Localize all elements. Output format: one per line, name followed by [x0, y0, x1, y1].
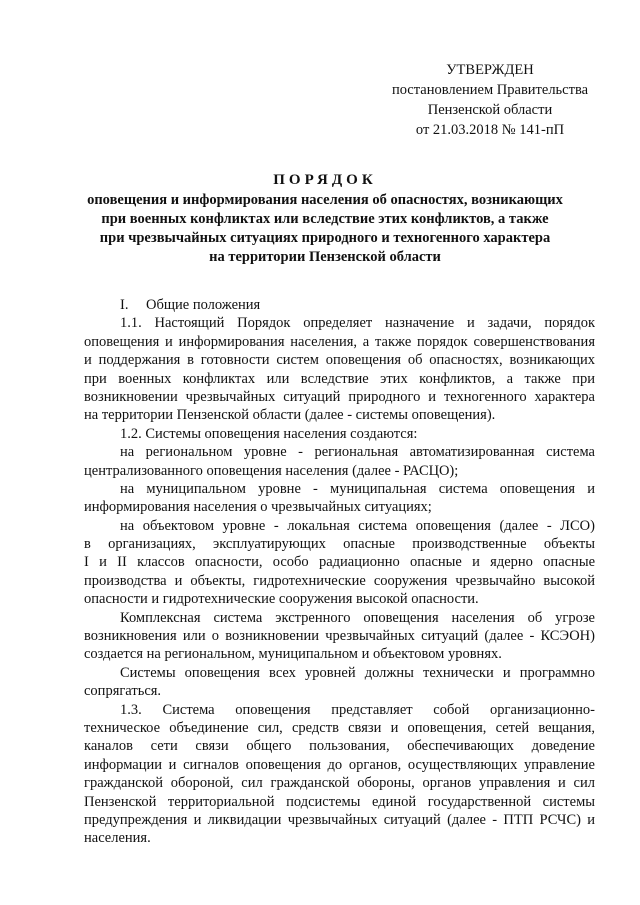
document-title-block	[60, 170, 590, 267]
text-line: производства и объекты, гидротехнические сооружения чрезвычайно высокой	[84, 572, 595, 589]
text-line: на объектовом уровне - локальная система оповещения (далее - ЛСО)	[120, 517, 595, 534]
text-line: возникновения или о возникновении чрезвычайных ситуаций (далее - КСЭОН)	[84, 628, 595, 645]
text-line: каналов сети связи общего пользования, обеспечивающих доведение	[84, 738, 595, 755]
text-line: 1.2. Системы оповещения населения создаются:	[120, 425, 418, 442]
section-heading	[84, 296, 595, 314]
section-title: Общие положения	[146, 297, 261, 313]
text-line: информации и сигналов оповещения до органов, осуществляющих управление	[84, 756, 595, 773]
text-line: на региональном уровне - региональная автоматизированная система	[120, 444, 595, 461]
text-line: информирования населения о чрезвычайных ситуациях;	[84, 499, 432, 516]
text-line: на территории Пензенской области (далее - системы оповещения).	[84, 407, 496, 424]
subtitle-line: на территории Пензенской области	[209, 249, 441, 265]
text-line: создается на региональном, муниципальном и объектовом уровнях.	[84, 646, 502, 663]
subtitle-line: при чрезвычайных ситуациях природного и техногенного характера	[99, 230, 551, 246]
text-line: сопрягаться.	[84, 683, 162, 700]
text-line: предупреждения и ликвидации чрезвычайных ситуаций (далее - ПТП РСЧС) и	[84, 811, 595, 828]
text-line: централизованного оповещения населения (далее - РАСЦО);	[84, 462, 459, 479]
text-line: Системы оповещения всех уровней должны технически и программно	[120, 664, 595, 681]
approval-stamp	[372, 60, 608, 140]
approval-line-region: Пензенской области	[427, 102, 553, 118]
document-body	[84, 296, 595, 848]
text-line: I и II классов опасности, особо радиационно опасные и ядерно опасные	[84, 554, 595, 571]
text-line: в организациях, эксплуатирующих опасные производственные объекты	[84, 536, 595, 553]
document-subtitle	[60, 191, 590, 267]
text-line: оповещения и информирования населения, а также порядок совершенствования	[84, 333, 595, 350]
subtitle-line: при военных конфликтах или вследствие этих конфликтов, а также	[101, 211, 549, 227]
text-line: опасности и гидротехнические сооружения высокой опасности.	[84, 591, 479, 608]
text-line: на муниципальном уровне - муниципальная система оповещения и	[120, 480, 595, 497]
approval-line-date-number: от 21.03.2018 № 141-пП	[415, 122, 565, 138]
text-line: 1.3. Система оповещения представляет собой организационно-	[120, 701, 595, 718]
document-title: ПОРЯДОК	[273, 172, 377, 188]
text-line: гражданской обороной, сил гражданской обороны, органов управления и сил	[84, 775, 595, 792]
text-line: Пензенской территориальной подсистемы единой государственной системы	[84, 793, 595, 810]
text-line: Комплексная система экстренного оповещения населения об угрозе	[120, 609, 595, 626]
text-line: 1.1. Настоящий Порядок определяет назначение и задачи, порядок	[120, 315, 595, 332]
text-line: при военных конфликтах или вследствие этих конфликтов, а также при	[84, 370, 595, 387]
section-number: I.	[120, 297, 129, 313]
subtitle-line: оповещения и информирования населения об опасностях, возникающих	[87, 192, 563, 208]
approval-line-resolution: постановлением Правительства	[391, 82, 589, 98]
text-line: техническое объединение сил, средств связи и оповещения, сетей вещания,	[84, 719, 595, 736]
text-line: возникновении чрезвычайных ситуаций природного и техногенного характера	[84, 388, 595, 405]
text-line: и поддержания в готовности систем оповещения об опасностях, возникающих	[84, 352, 595, 369]
approval-line-approved: УТВЕРЖДЕН	[446, 62, 534, 78]
text-line: населения.	[84, 830, 151, 847]
